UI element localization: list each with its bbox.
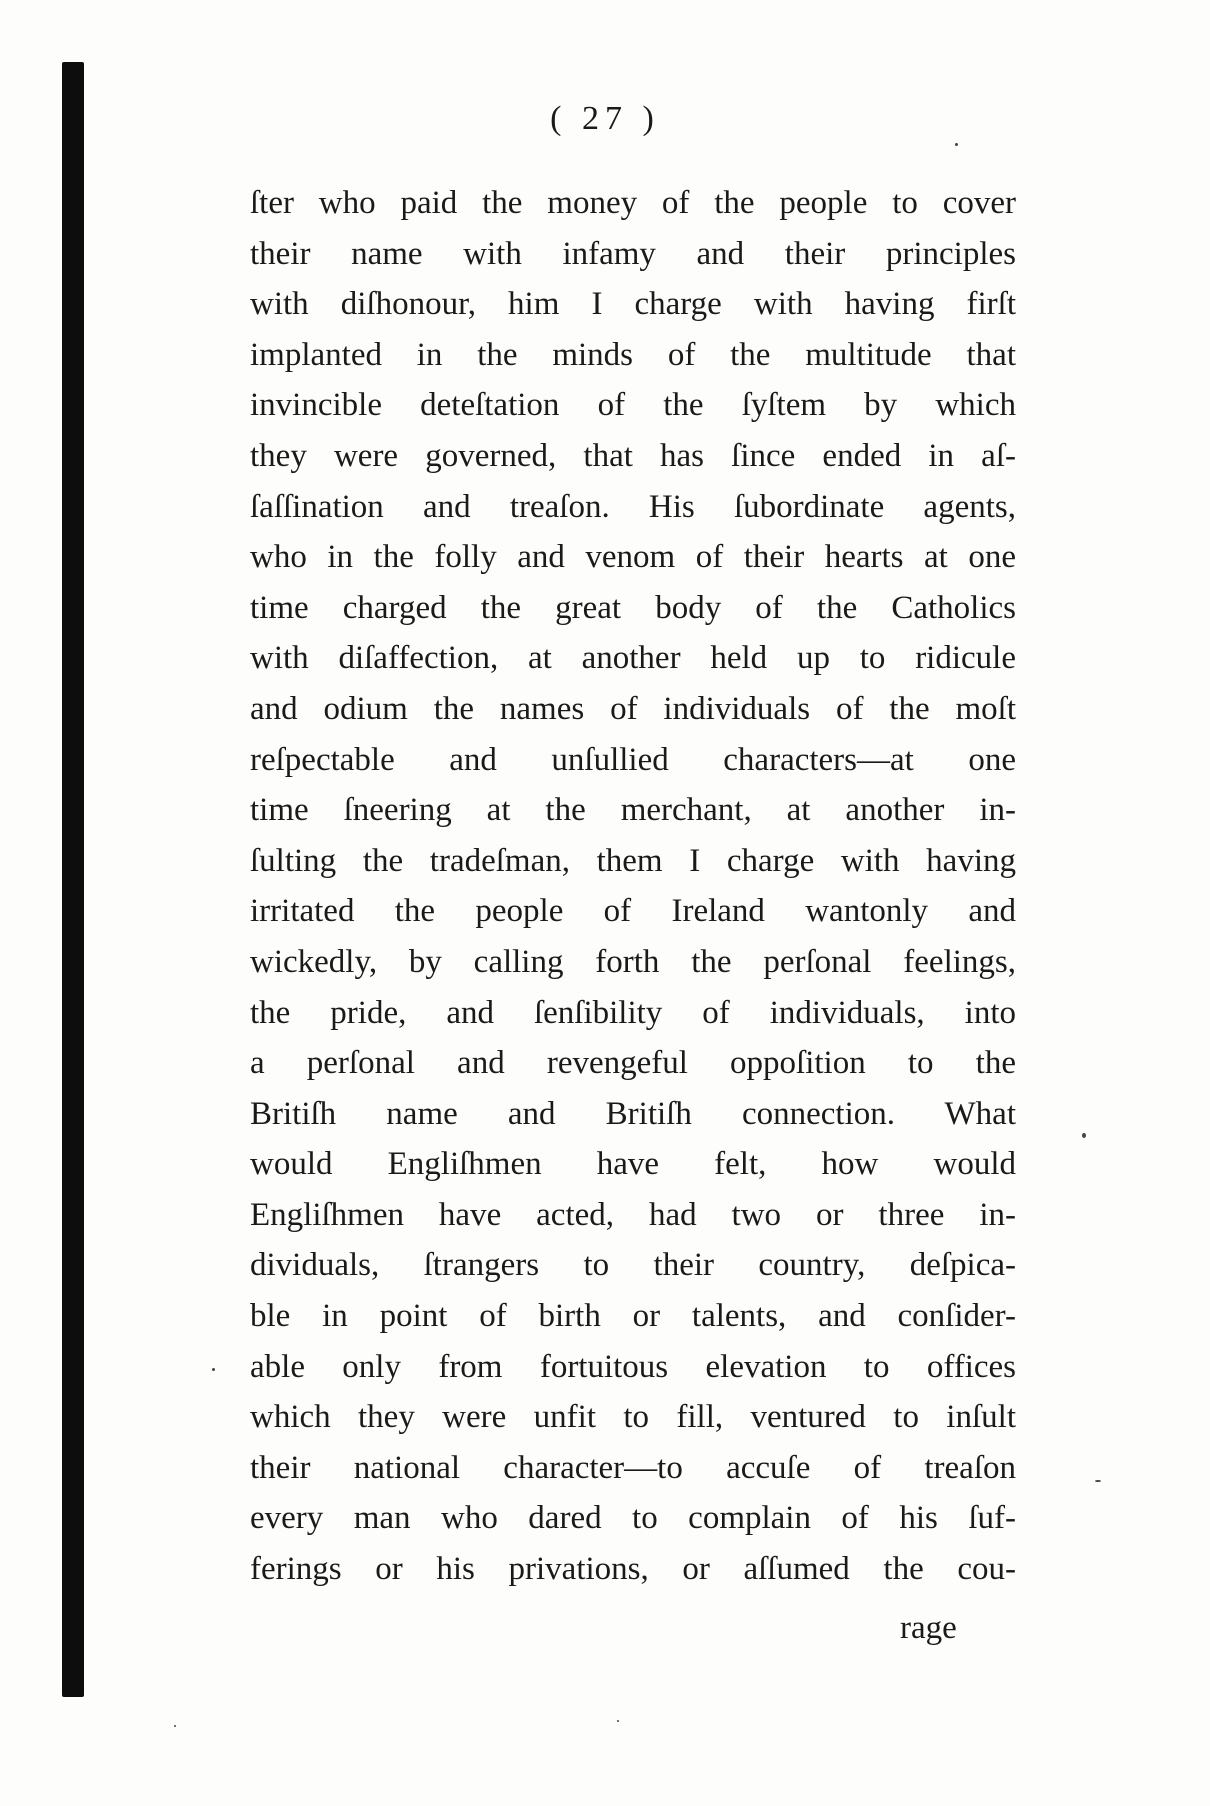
paper-speck bbox=[174, 1725, 176, 1727]
text-line: which they were unfit to fill, ventured to inſult bbox=[250, 1399, 1016, 1436]
paper-speck bbox=[1095, 1480, 1101, 1482]
text-line: with diſhonour, him I charge with having firſt bbox=[250, 286, 1016, 323]
paper-speck bbox=[1082, 1133, 1086, 1138]
paper-speck bbox=[955, 143, 958, 146]
text-line: ſaſſination and treaſon. His ſubordinate agents, bbox=[250, 488, 1016, 525]
text-line: able only from fortuitous elevation to offices bbox=[250, 1348, 1016, 1385]
text-line: reſpectable and unſullied characters—at one bbox=[250, 741, 1016, 778]
text-line: Engliſhmen have acted, had two or three in- bbox=[250, 1196, 1016, 1233]
text-line: every man who dared to complain of his ſuf- bbox=[250, 1500, 1016, 1537]
text-line: ſulting the tradeſman, them I charge with having bbox=[250, 842, 1016, 879]
catchword: rage bbox=[900, 1610, 957, 1646]
page-number: ( 27 ) bbox=[550, 100, 660, 137]
paper-speck bbox=[212, 1368, 215, 1371]
text-line: time charged the great body of the Catholics bbox=[250, 589, 1016, 626]
text-line: dividuals, ſtrangers to their country, deſpica- bbox=[250, 1247, 1016, 1284]
text-line: their name with infamy and their principles bbox=[250, 235, 1016, 272]
body-text bbox=[250, 178, 1016, 1595]
text-line: ferings or his privations, or aſſumed the cou- bbox=[250, 1551, 1016, 1588]
text-line: they were governed, that has ſince ended in aſ- bbox=[250, 437, 1016, 474]
text-line: wickedly, by calling forth the perſonal feelings, bbox=[250, 943, 1016, 980]
text-line: invincible deteſtation of the ſyſtem by which bbox=[250, 387, 1016, 424]
text-line: time ſneering at the merchant, at another in- bbox=[250, 792, 1016, 829]
text-line: irritated the people of Ireland wantonly and bbox=[250, 893, 1016, 930]
text-line: Britiſh name and Britiſh connection. What bbox=[250, 1095, 1016, 1132]
text-line: their national character—to accuſe of treaſon bbox=[250, 1449, 1016, 1486]
text-line: ble in point of birth or talents, and conſider- bbox=[250, 1298, 1016, 1335]
text-line: implanted in the minds of the multitude that bbox=[250, 336, 1016, 373]
text-line: the pride, and ſenſibility of individuals, into bbox=[250, 994, 1016, 1031]
text-line: with diſaffection, at another held up to ridicule bbox=[250, 640, 1016, 677]
text-line: who in the folly and venom of their hearts at one bbox=[250, 539, 1016, 576]
text-line: and odium the names of individuals of the moſt bbox=[250, 690, 1016, 727]
binding-shadow bbox=[62, 62, 84, 1697]
text-line: would Engliſhmen have felt, how would bbox=[250, 1146, 1016, 1183]
text-line: a perſonal and revengeful oppoſition to the bbox=[250, 1045, 1016, 1082]
paper-speck bbox=[617, 1720, 619, 1722]
text-line: ſter who paid the money of the people to cover bbox=[250, 185, 1016, 221]
